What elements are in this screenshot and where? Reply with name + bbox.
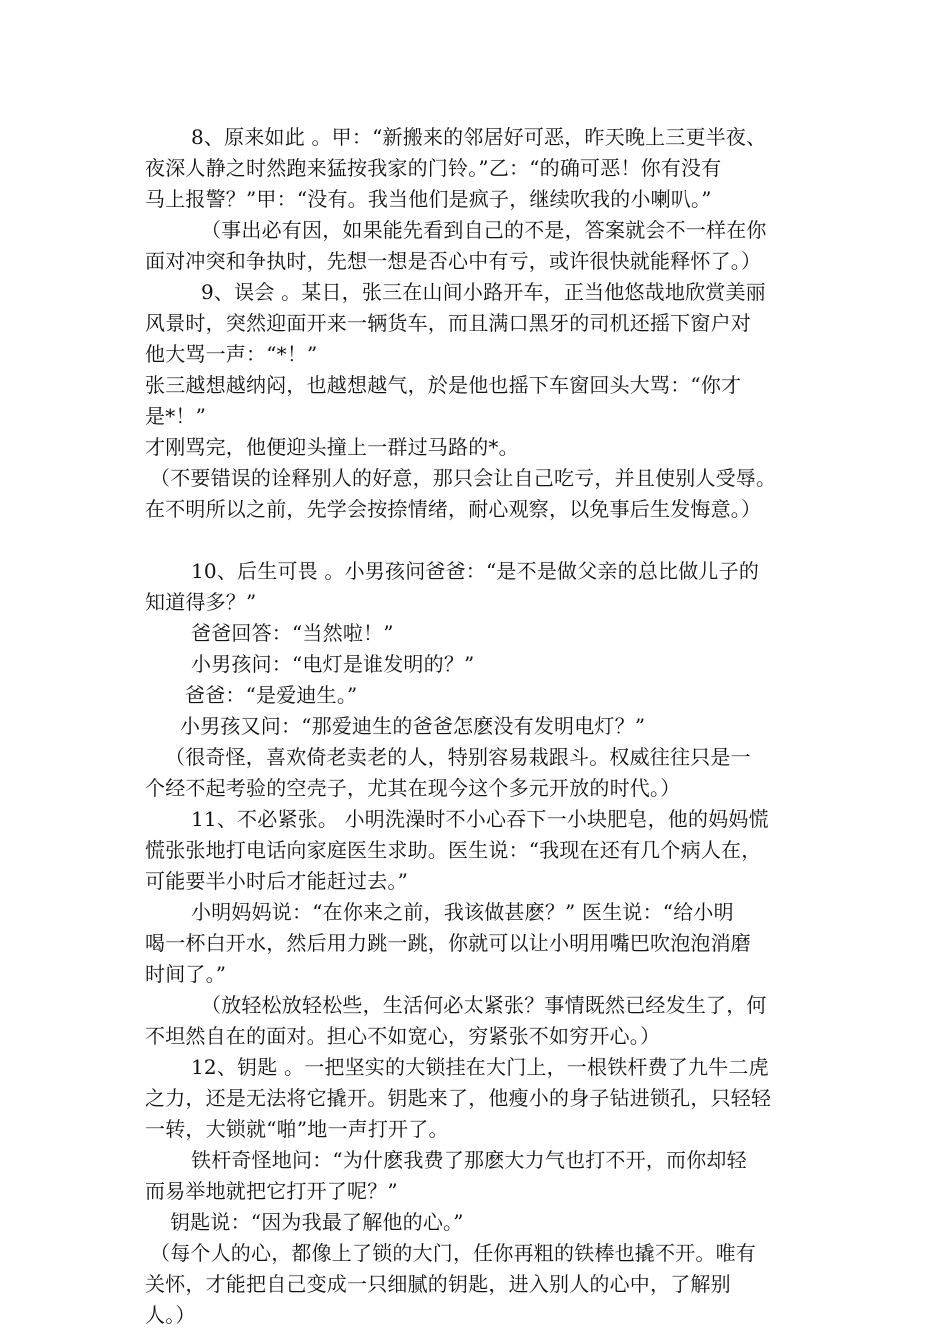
paragraph-line: 之力，还是无法将它撬开。钥匙来了，他瘦小的身子钻进锁孔，只轻轻 — [145, 1086, 772, 1110]
paragraph-line: 风景时，突然迎面开来一辆货车，而且满口黑牙的司机还摇下窗户对 — [145, 311, 751, 335]
paragraph-line: 11、不必紧张。 小明洗澡时不小心吞下一小块肥皂，他的妈妈慌 — [191, 807, 769, 831]
paragraph-line: 钥匙说：“因为我最了解他的心。” — [170, 1210, 464, 1234]
paragraph-line: 人。） — [145, 1303, 196, 1327]
paragraph-line: 在不明所以之前，先学会按捺情绪，耐心观察，以免事后生发悔意。） — [145, 497, 762, 521]
paragraph-line: 爸爸回答：“当然啦！” — [191, 621, 394, 645]
paragraph-line: 而易举地就把它打开了呢？” — [145, 1179, 398, 1203]
paragraph-line: 张三越想越纳闷，也越想越气，於是他也摇下车窗回头大骂：“你才 — [145, 373, 742, 397]
paragraph-line: 不坦然自在的面对。担心不如宽心，穷紧张不如穷开心。） — [145, 1024, 661, 1048]
paragraph-line: 可能要半小时后才能赶过去。” — [145, 869, 409, 893]
paragraph-line: （放轻松放轻松些，生活何必太紧张？事情既然已经发生了，何 — [201, 993, 767, 1017]
paragraph-line: 爸爸：“是爱迪生。” — [185, 683, 358, 707]
paragraph-line: 9、误会 。某日，张三在山间小路开车，正当他悠哉地欣赏美丽 — [201, 280, 766, 304]
paragraph-line: 面对冲突和争执时，先想一想是否心中有亏，或许很快就能释怀了。） — [145, 249, 762, 273]
paragraph-line: （每个人的心，都像上了锁的大门，任你再粗的铁棒也撬不开。唯有 — [150, 1241, 756, 1265]
paragraph-line: 个经不起考验的空壳子，尤其在现今这个多元开放的时代。） — [145, 776, 681, 800]
paragraph-line: 慌张张地打电话向家庭医生求助。医生说：“我现在还有几个病人在， — [145, 838, 762, 862]
document-body — [145, 122, 815, 1331]
paragraph-line: 知道得多？” — [145, 590, 257, 614]
paragraph-line: 小男孩问：“电灯是谁发明的？” — [191, 652, 475, 676]
paragraph-line: 时间了。” — [145, 962, 227, 986]
paragraph-line: （事出必有因，如果能先看到自己的不是，答案就会不一样在你 — [201, 218, 767, 242]
paragraph-line: （不要错误的诠释别人的好意，那只会让自己吃亏，并且使别人受辱。 — [150, 466, 777, 490]
paragraph-line: 夜深人静之时然跑来猛按我家的门铃。”乙：“的确可恶！你有没有 — [145, 156, 722, 180]
paragraph-line: 小明妈妈说：“在你来之前，我该做甚麽？” 医生说：“给小明 — [191, 900, 734, 924]
paragraph-line: 10、后生可畏 。小男孩问爸爸：“是不是做父亲的总比做儿子的 — [191, 559, 760, 583]
paragraph-line: 小男孩又问：“那爱迪生的爸爸怎麽没有发明电灯？” — [180, 714, 646, 738]
paragraph-line: 才刚骂完，他便迎头撞上一群过马路的*。 — [145, 435, 519, 459]
paragraph-line: 8、原来如此 。甲：“新搬来的邻居好可恶，昨天晚上三更半夜、 — [191, 125, 767, 149]
blank-line — [145, 525, 815, 556]
paragraph-line: 12、钥匙 。一把坚实的大锁挂在大门上，一根铁杆费了九牛二虎 — [191, 1055, 769, 1079]
paragraph-line: 一转，大锁就“啪”地一声打开了。 — [145, 1117, 449, 1141]
paragraph-line: （很奇怪，喜欢倚老卖老的人，特别容易栽跟斗。权威往往只是一 — [165, 745, 751, 769]
paragraph-line: 他大骂一声：“*！” — [145, 342, 318, 366]
paragraph-line: 铁杆奇怪地问：“为什麽我费了那麽大力气也打不开，而你却轻 — [191, 1148, 747, 1172]
paragraph-line: 马上报警？”甲：“没有。我当他们是疯子，继续吹我的小喇叭。” — [145, 187, 712, 211]
paragraph-line: 喝一杯白开水，然后用力跳一跳，你就可以让小明用嘴巴吹泡泡消磨 — [145, 931, 751, 955]
paragraph-line: 是*！” — [145, 404, 207, 428]
paragraph-line: 关怀，才能把自己变成一只细腻的钥匙，进入别人的心中，了解别 — [145, 1272, 731, 1296]
